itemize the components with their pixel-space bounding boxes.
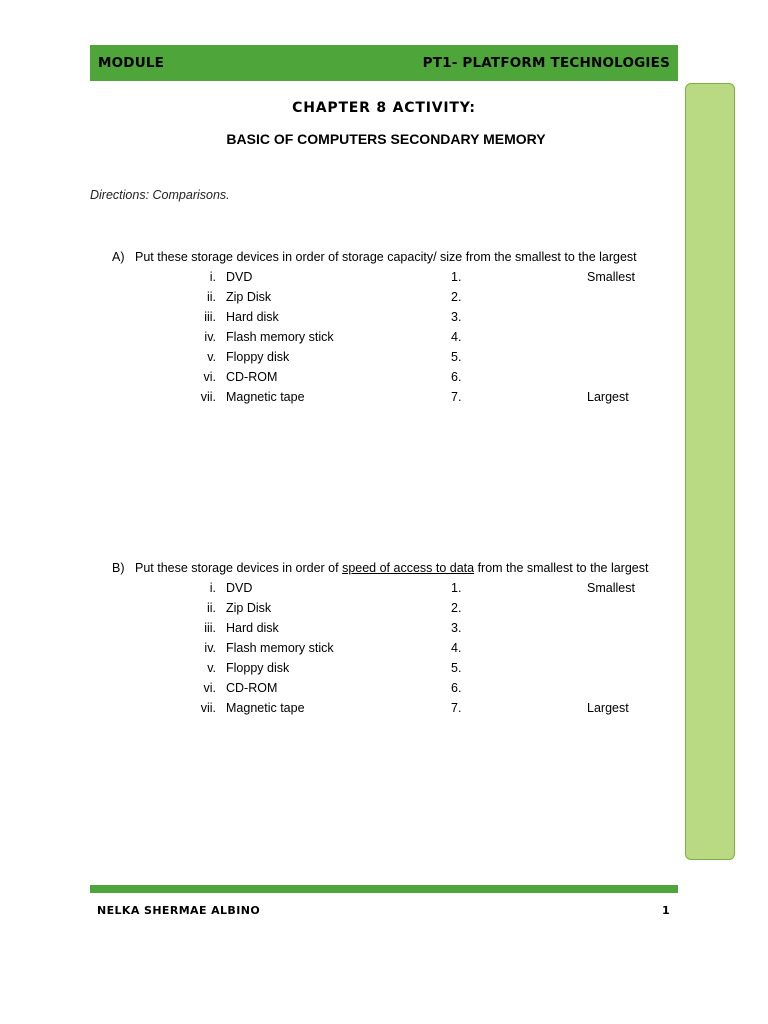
list-item-device: DVD: [226, 581, 253, 595]
list-item-rank: 4.: [451, 330, 462, 344]
list-item-numeral: ii.: [206, 601, 216, 615]
list-item-rank: 1.: [451, 581, 462, 595]
list-item-device: DVD: [226, 270, 253, 284]
list-item-device: CD-ROM: [226, 370, 278, 384]
list-item-rank: 6.: [451, 681, 462, 695]
list-item-device: Zip Disk: [226, 290, 272, 304]
question-b-text-after: from the smallest to the largest: [474, 561, 649, 575]
list-item-device: Hard disk: [226, 310, 279, 324]
question-b-text-underlined: speed of access to data: [342, 561, 475, 575]
list-item-device: Magnetic tape: [226, 701, 305, 715]
list-item: [0, 350, 768, 370]
chapter-subtitle: BASIC OF COMPUTERS SECONDARY MEMORY: [226, 131, 546, 147]
list-item-numeral: iii.: [204, 310, 216, 324]
footer-bar: [90, 885, 678, 893]
list-item: [0, 621, 768, 641]
chapter-title: CHAPTER 8 ACTIVITY:: [292, 100, 476, 116]
header-bar: [90, 45, 678, 81]
list-item-extreme: Smallest: [587, 581, 635, 595]
list-item-rank: 5.: [451, 661, 462, 675]
list-item-rank: 4.: [451, 641, 462, 655]
list-item-rank: 7.: [451, 701, 462, 715]
list-item-extreme: Smallest: [587, 270, 635, 284]
list-item: [0, 270, 768, 290]
list-item: [0, 641, 768, 661]
list-item-device: Floppy disk: [226, 661, 290, 675]
directions-text: Directions: Comparisons.: [90, 188, 230, 202]
list-item-numeral: vi.: [203, 681, 216, 695]
list-item: [0, 390, 768, 410]
list-item-device: Zip Disk: [226, 601, 272, 615]
list-item-numeral: ii.: [206, 290, 216, 304]
list-item-numeral: v.: [207, 350, 216, 364]
page-number: 1: [662, 904, 670, 917]
list-item-rank: 3.: [451, 310, 462, 324]
list-item-numeral: vii.: [200, 701, 216, 715]
question-b-text-before: Put these storage devices in order of: [135, 561, 343, 575]
footer-author: NELKA SHERMAE ALBINO: [97, 904, 261, 917]
list-item: [0, 330, 768, 350]
list-item-rank: 3.: [451, 621, 462, 635]
list-item: [0, 681, 768, 701]
list-item-numeral: vii.: [200, 390, 216, 404]
list-item-rank: 6.: [451, 370, 462, 384]
list-item-device: CD-ROM: [226, 681, 278, 695]
list-item: [0, 661, 768, 681]
question-a-text: Put these storage devices in order of storage capacity/ size from the smallest to the largest: [135, 250, 637, 264]
list-item-rank: 5.: [451, 350, 462, 364]
list-item-numeral: v.: [207, 661, 216, 675]
question-a-letter: A): [112, 250, 125, 264]
list-item-device: Flash memory stick: [226, 330, 334, 344]
list-item-rank: 1.: [451, 270, 462, 284]
module-label: MODULE: [98, 55, 165, 71]
list-item-rank: 2.: [451, 601, 462, 615]
question-b-letter: B): [112, 561, 125, 575]
list-item-numeral: iii.: [204, 621, 216, 635]
course-title: PT1- PLATFORM TECHNOLOGIES: [422, 55, 670, 71]
list-item: [0, 290, 768, 310]
list-item-rank: 7.: [451, 390, 462, 404]
list-item-device: Floppy disk: [226, 350, 290, 364]
list-item-device: Magnetic tape: [226, 390, 305, 404]
list-item-device: Hard disk: [226, 621, 279, 635]
list-item-numeral: iv.: [204, 641, 216, 655]
list-item: [0, 601, 768, 621]
list-item-device: Flash memory stick: [226, 641, 334, 655]
list-item-numeral: vi.: [203, 370, 216, 384]
side-tab-decoration: [685, 83, 735, 860]
list-item: [0, 370, 768, 390]
list-item-numeral: i.: [209, 581, 216, 595]
list-item-numeral: i.: [209, 270, 216, 284]
list-item-rank: 2.: [451, 290, 462, 304]
list-item-extreme: Largest: [587, 390, 629, 404]
list-item-numeral: iv.: [204, 330, 216, 344]
question-b-text: [135, 561, 648, 575]
list-item: [0, 581, 768, 601]
list-item: [0, 310, 768, 330]
list-item-extreme: Largest: [587, 701, 629, 715]
list-item: [0, 701, 768, 721]
